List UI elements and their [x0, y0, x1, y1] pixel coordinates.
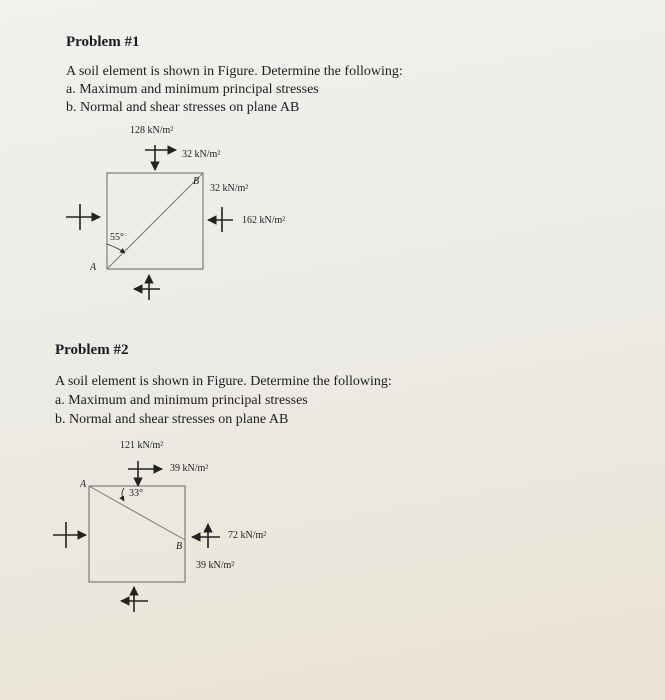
problem-2-bottom-stress-arrows [121, 587, 148, 612]
problem-1-top-normal-label: 128 kN/m² [130, 125, 174, 136]
problem-2-point-b-label: B [176, 541, 183, 552]
problem-2-right-shear-label: 39 kN/m² [196, 560, 235, 571]
problem-1-angle-label: 55° [110, 232, 124, 243]
problem-2-left-stress-arrows [53, 522, 86, 548]
problem-2-top-shear-label: 39 kN/m² [170, 463, 209, 474]
problem-2-soil-element [89, 486, 185, 582]
problem-1-item-a: a. Maximum and minimum principal stresses [66, 82, 319, 97]
problem-1-right-shear-label: 32 kN/m² [210, 183, 249, 194]
problem-2-intro: A soil element is shown in Figure. Determine the following: [55, 374, 392, 389]
problem-2-right-stress-arrows [192, 524, 220, 548]
problem-1-point-a-label: A [90, 262, 97, 273]
problem-2-top-normal-label: 121 kN/m² [120, 440, 164, 451]
problem-1-point-b-label: B [193, 176, 200, 187]
problem-2-point-a-label: A [80, 479, 87, 490]
problem-1-intro: A soil element is shown in Figure. Determine the following: [66, 64, 403, 79]
problem-1-right-normal-label: 162 kN/m² [242, 215, 286, 226]
problem-2-angle-arc [122, 488, 124, 501]
problem-2-top-stress-arrows [128, 461, 162, 486]
problem-2-item-b: b. Normal and shear stresses on plane AB [55, 412, 289, 427]
problem-1-top-shear-label: 32 kN/m² [182, 149, 221, 160]
problem-1-item-b: b. Normal and shear stresses on plane AB [66, 100, 300, 115]
problem-2-angle-label: 33° [129, 488, 143, 499]
problem-2-right-normal-label: 72 kN/m² [228, 530, 267, 541]
problem-1-heading: Problem #1 [66, 34, 140, 50]
problem-2-heading: Problem #2 [55, 342, 129, 358]
problem-2-item-a: a. Maximum and minimum principal stresses [55, 393, 308, 408]
